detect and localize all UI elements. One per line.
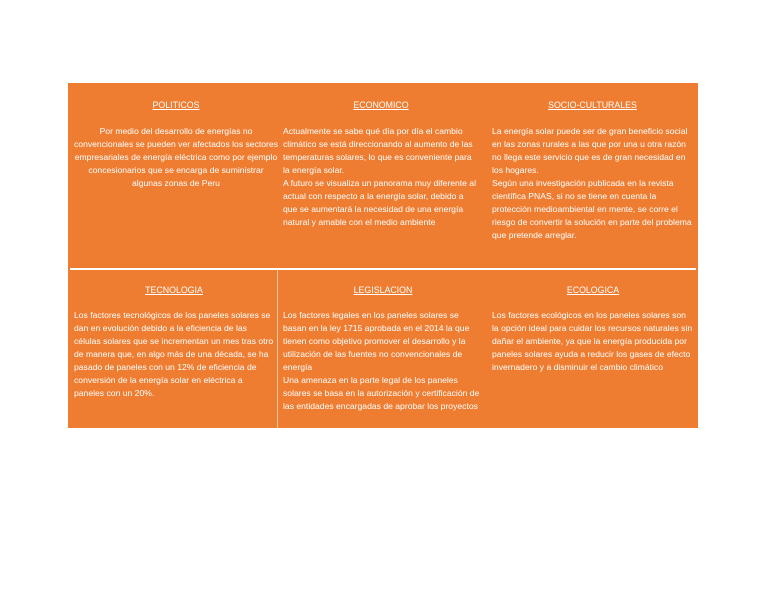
cell-text-tecnologia: Los factores tecnológicos de los paneles solares se dan en evolución debido a la eficiencia de las células solares que se incrementan un mes tras otro de manera que, en algo más de una década, se ha pasado de paneles con un 12% de eficiencia de conversión de la energía solar en eléctrica a paneles con un 20%.	[74, 310, 274, 398]
cell-title-ecologica: ECOLOGICA	[566, 285, 620, 295]
cell-text-ecologica: Los factores ecológicos en los paneles solares son la opción ideal para cuidar los recursos naturales sin dañar el ambiente, ya que la energía producida por paneles solares ayuda a reducir los gases de efecto invernadero y a disminuir el cambio climático	[492, 310, 693, 372]
cell-text-economico: Actualmente se sabe qué día por día el cambio climático se está direccionando al aumento de las temperaturas solares, lo que es conveniente para la energía solar. A futuro se visualiza un panorama muy diferente al actual con respecto a la energía solar, debido a que se aumentará la necesidad de una energía natural y amable con el medio ambiente	[283, 126, 476, 227]
cell-text-legislacion: Los factores legales en los paneles solares se basan en la ley 1715 aprobada en el 2014 la que tienen como objetivo promover el desarrollo y la utilización de las fuentes no convencionales de energía Una amenaza en la parte legal de los paneles solares se basa en la autorización y certificación de las entidades encargadas de aprobar los proyectos	[283, 310, 480, 411]
cell-title-legislacion: LEGISLACION	[353, 285, 413, 295]
cell-politicos	[74, 99, 278, 190]
cell-ecologica	[492, 284, 694, 374]
cell-tecnologia	[74, 284, 274, 400]
cell-socio-culturales	[492, 99, 693, 242]
cell-text-socio-culturales: La energía solar puede ser de gran beneficio social en las zonas rurales a las que por una u otra razón no llega este servicio que es de gran necesidad en los hogares. Según una investigación publicada en la revista científica PNAS, si no se tiene en cuenta la protección medioambiental en mente, se corre el riesgo de convertir la solución en parte del problema que pretende arreglar.	[492, 126, 692, 240]
cell-title-tecnologia: TECNOLOGIA	[145, 285, 203, 295]
row-divider	[70, 268, 696, 270]
pestel-table	[68, 83, 698, 428]
cell-text-politicos: Por medio del desarrollo de energías no convencionales se pueden ver afectados los sectores empresariales de energía eléctrica como por ejemplo concesionarios que se encarga de suministrar algunas zonas de Peru	[74, 126, 278, 188]
cell-economico	[283, 99, 479, 229]
cell-title-socio-culturales: SOCIO-CULTURALES	[548, 100, 637, 110]
cell-legislacion	[283, 284, 483, 413]
cell-title-politicos: POLITICOS	[152, 100, 200, 110]
cell-title-economico: ECONOMICO	[353, 100, 409, 110]
column-divider	[277, 270, 278, 428]
